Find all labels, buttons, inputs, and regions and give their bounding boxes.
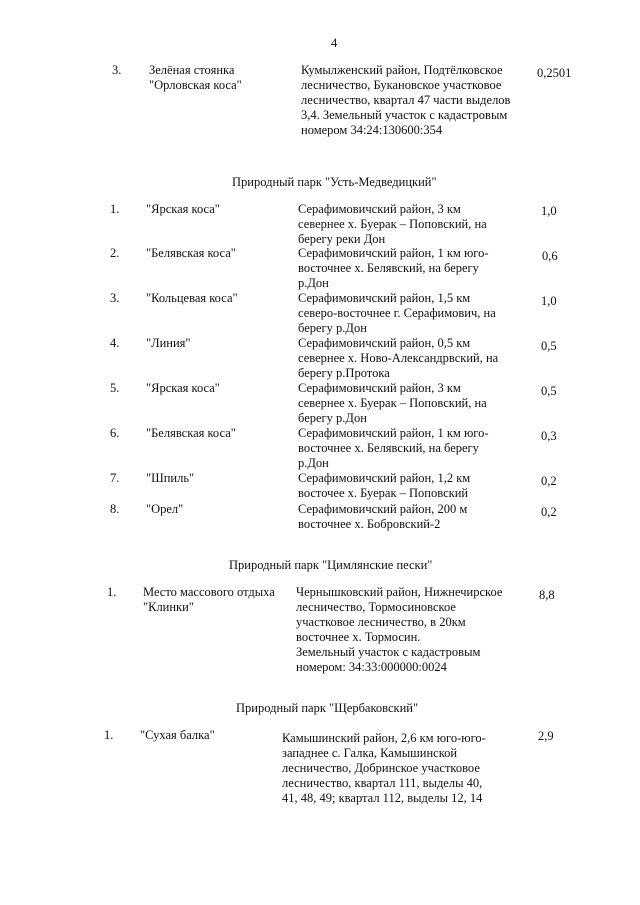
row-area: 1,0 — [541, 294, 557, 308]
row-location: Серафимовичский район, 3 км севернее х. Буерак – Поповский, на берегу реки Дон — [298, 202, 487, 246]
section-title: Природный парк "Усть-Медведицкий" — [232, 175, 437, 189]
row-location: Серафимовичский район, 0,5 км севернее х. Ново-Александрвский, на берегу р.Протока — [298, 336, 499, 380]
row-number: 3. — [110, 291, 120, 305]
row-number: 8. — [110, 502, 120, 516]
row-area: 0,3 — [541, 429, 557, 443]
row-location: Серафимовичский район, 200 м восточнее х. Бобровский-2 — [298, 502, 468, 531]
page-number: 4 — [331, 36, 338, 50]
row-name: "Ярская коса" — [146, 381, 220, 395]
row-number: 1. — [107, 585, 117, 599]
row-location: Камышинский район, 2,6 км юго-юго- западнее с. Галка, Камышинской лесничество, Добринское участковое лесничество, квартал 111, выделы 40, 41, 48, 49; квартал 112, выделы 12, 14 — [282, 731, 486, 805]
row-location: Чернышковский район, Нижнечирское лесничество, Тормосиновское участковое лесничество, в 20км восточнее х. Тормосин. Земельный участок с кадастровым номером: 34:33:000000:0024 — [296, 585, 503, 674]
row-name: "Орел" — [146, 502, 184, 516]
row-number: 1. — [110, 202, 120, 216]
row-number: 4. — [110, 336, 120, 350]
row-name: "Белявская коса" — [146, 246, 236, 260]
section-title: Природный парк "Цимлянские пески" — [229, 558, 433, 572]
row-name: "Белявская коса" — [146, 426, 236, 440]
row-area: 0,2 — [541, 505, 557, 519]
row-name: "Ярская коса" — [146, 202, 220, 216]
row-area: 2,9 — [538, 729, 554, 743]
row-name: "Кольцевая коса" — [146, 291, 238, 305]
row-location: Серафимовичский район, 1,5 км северо-восточнее г. Серафимович, на берегу р.Дон — [298, 291, 496, 335]
row-area: 1,0 — [541, 204, 557, 218]
row-number: 5. — [110, 381, 120, 395]
row-area: 0,6 — [542, 249, 558, 263]
row-name: Зелёная стоянка "Орловская коса" — [149, 63, 242, 92]
row-area: 0,2501 — [537, 66, 572, 80]
row-name: Место массового отдыха "Клинки" — [143, 585, 275, 614]
row-number: 3. — [112, 63, 122, 77]
row-name: "Сухая балка" — [140, 728, 215, 742]
row-name: "Линия" — [146, 336, 191, 350]
row-location: Кумылженский район, Подтёлковское лесничество, Букановское участковое лесничество, квартал 47 части выделов 3,4. Земельный участок с кадастровым номером 34:24:130600:354 — [301, 63, 511, 137]
row-number: 7. — [110, 471, 120, 485]
row-area: 0,2 — [541, 474, 557, 488]
row-number: 1. — [104, 728, 114, 742]
row-area: 8,8 — [539, 588, 555, 602]
row-number: 2. — [110, 246, 120, 260]
row-location: Серафимовичский район, 1 км юго- восточнее х. Белявский, на берегу р.Дон — [298, 246, 489, 290]
row-area: 0,5 — [541, 339, 557, 353]
section-title: Природный парк "Щербаковский" — [236, 701, 419, 715]
row-area: 0,5 — [541, 384, 557, 398]
row-location: Серафимовичский район, 1 км юго- восточнее х. Белявский, на берегу р.Дон — [298, 426, 489, 470]
row-location: Серафимовичский район, 3 км севернее х. Буерак – Поповский, на берегу р.Дон — [298, 381, 487, 425]
row-number: 6. — [110, 426, 120, 440]
row-location: Серафимовичский район, 1,2 км восточее х. Буерак – Поповский — [298, 471, 471, 500]
row-name: "Шпиль" — [146, 471, 195, 485]
